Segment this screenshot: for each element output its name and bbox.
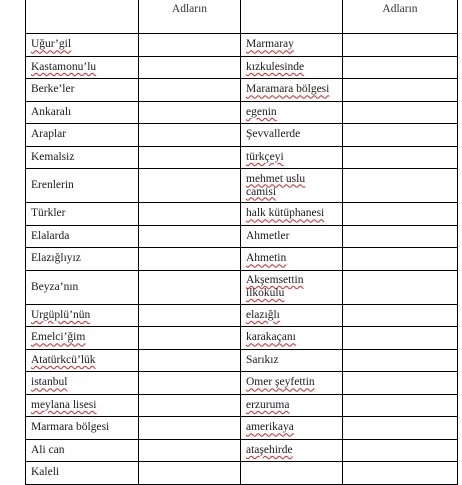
answer-cell[interactable]: [139, 101, 241, 124]
answer-cell[interactable]: [139, 304, 241, 327]
proper-name-cell[interactable]: [241, 349, 343, 372]
proper-name-text: Emelci’ğim: [31, 331, 86, 344]
answer-cell[interactable]: [343, 439, 458, 462]
proper-name-text: Elalarda: [31, 229, 70, 242]
proper-name-cell[interactable]: [26, 439, 139, 462]
proper-name-cell[interactable]: [26, 225, 139, 248]
answer-cell[interactable]: [343, 304, 458, 327]
answer-cell[interactable]: [343, 225, 458, 248]
proper-name-text: Akşemsettin ilkokulu: [246, 274, 304, 299]
answer-cell[interactable]: [139, 394, 241, 417]
proper-name-cell[interactable]: [241, 372, 343, 395]
proper-name-cell[interactable]: [26, 34, 139, 57]
proper-name-text: ataşehirde: [246, 443, 293, 456]
proper-name-text: Kastamonu’lu: [31, 60, 97, 73]
proper-name-text: Ahmetler: [246, 229, 290, 242]
header-given-names-left: [26, 0, 139, 34]
proper-name-cell[interactable]: [241, 462, 343, 485]
table-row: [26, 79, 458, 102]
proper-name-text: Sarıkız: [246, 353, 279, 366]
answer-cell[interactable]: [139, 372, 241, 395]
proper-name-cell[interactable]: [241, 169, 343, 203]
answer-cell[interactable]: [343, 417, 458, 440]
proper-name-cell[interactable]: [241, 417, 343, 440]
answer-cell[interactable]: [139, 56, 241, 79]
proper-name-cell[interactable]: [26, 124, 139, 147]
answer-cell[interactable]: [343, 79, 458, 102]
answer-cell[interactable]: [139, 248, 241, 271]
answer-cell[interactable]: [343, 56, 458, 79]
proper-name-cell[interactable]: [241, 394, 343, 417]
proper-name-cell[interactable]: [26, 327, 139, 350]
proper-name-text: karakaçanı: [246, 331, 296, 344]
answer-cell[interactable]: [343, 394, 458, 417]
proper-name-text: Urgüplü’nün: [31, 308, 91, 321]
proper-name-cell[interactable]: [26, 203, 139, 226]
table-row: [26, 327, 458, 350]
table-row: [26, 462, 458, 485]
proper-name-text: Şevvallerde: [246, 128, 301, 141]
proper-name-text: Elazığlıyız: [31, 252, 81, 265]
proper-name-cell[interactable]: [26, 372, 139, 395]
proper-name-cell[interactable]: [241, 270, 343, 304]
proper-name-text: Atatürkcü’lük: [31, 353, 96, 366]
proper-name-cell[interactable]: [26, 101, 139, 124]
proper-name-text: amerikaya: [246, 421, 294, 434]
proper-name-text: istanbul: [31, 376, 68, 389]
proper-name-cell[interactable]: [241, 146, 343, 169]
proper-name-cell[interactable]: [26, 169, 139, 203]
proper-name-text: Araplar: [31, 128, 67, 141]
answer-cell[interactable]: [343, 34, 458, 57]
proper-name-text: Türkler: [31, 207, 66, 220]
proper-name-text: Uğur’gil: [31, 38, 72, 51]
answer-cell[interactable]: [139, 327, 241, 350]
answer-cell[interactable]: [343, 169, 458, 203]
table-row: [26, 372, 458, 395]
answer-cell[interactable]: [139, 146, 241, 169]
header-names-left: Adların: [139, 0, 241, 34]
table-row: [26, 270, 458, 304]
proper-name-text: egenin: [246, 105, 277, 118]
answer-cell[interactable]: [139, 439, 241, 462]
table-row: [26, 203, 458, 226]
table-row: [26, 169, 458, 203]
proper-name-cell[interactable]: [241, 79, 343, 102]
proper-name-cell[interactable]: [241, 225, 343, 248]
proper-name-text: Ahmetin: [246, 252, 287, 265]
table-row: [26, 101, 458, 124]
answer-cell[interactable]: [343, 270, 458, 304]
proper-name-text: Omer şeyfettin: [246, 376, 315, 389]
answer-cell[interactable]: [343, 327, 458, 350]
proper-name-cell[interactable]: [26, 349, 139, 372]
table-row: [26, 417, 458, 440]
proper-name-text: halk kütüphanesi: [246, 207, 325, 220]
table-row: [26, 394, 458, 417]
answer-cell[interactable]: [139, 270, 241, 304]
header-given-names-right: [241, 0, 343, 34]
answer-cell[interactable]: [139, 417, 241, 440]
answer-cell[interactable]: [139, 462, 241, 485]
table-body: [26, 34, 458, 485]
proper-name-text: Erenlerin: [31, 179, 74, 191]
table-row: [26, 248, 458, 271]
proper-name-text: Ankaralı: [31, 105, 72, 118]
answer-cell[interactable]: [343, 124, 458, 147]
proper-name-cell[interactable]: [241, 304, 343, 327]
table-row: [26, 146, 458, 169]
answer-cell[interactable]: [139, 79, 241, 102]
proper-name-cell[interactable]: [241, 124, 343, 147]
proper-name-cell[interactable]: [26, 79, 139, 102]
proper-names-table: [25, 0, 458, 485]
answer-cell[interactable]: [139, 349, 241, 372]
proper-name-text: mehmet uslu camisi: [246, 172, 306, 198]
answer-cell[interactable]: [343, 349, 458, 372]
table-row: [26, 34, 458, 57]
proper-name-cell[interactable]: [26, 462, 139, 485]
proper-name-cell[interactable]: [26, 394, 139, 417]
answer-cell[interactable]: [343, 372, 458, 395]
table-row: [26, 225, 458, 248]
proper-name-text: Marmaray: [246, 38, 294, 51]
table-row: [26, 349, 458, 372]
proper-name-cell[interactable]: [26, 417, 139, 440]
proper-name-cell[interactable]: [241, 327, 343, 350]
proper-name-text: elazığlı: [246, 308, 280, 321]
proper-name-cell[interactable]: [241, 439, 343, 462]
proper-name-cell[interactable]: [26, 270, 139, 304]
table-row: [26, 304, 458, 327]
answer-cell[interactable]: [139, 34, 241, 57]
table-row: [26, 439, 458, 462]
answer-cell[interactable]: [343, 146, 458, 169]
proper-name-text: meylana lisesi: [31, 398, 97, 411]
proper-name-cell[interactable]: [26, 146, 139, 169]
proper-name-cell[interactable]: [241, 203, 343, 226]
answer-cell[interactable]: [139, 124, 241, 147]
proper-name-text: türkçeyi: [246, 150, 284, 163]
proper-name-text: kızkulesinde: [246, 60, 305, 73]
proper-name-cell[interactable]: [241, 248, 343, 271]
table-row: [26, 56, 458, 79]
proper-name-cell[interactable]: [241, 56, 343, 79]
answer-cell[interactable]: [343, 462, 458, 485]
proper-name-text: Kaleli: [31, 466, 60, 479]
answer-cell[interactable]: [139, 203, 241, 226]
proper-name-text: Kemalsiz: [31, 150, 75, 163]
proper-name-text: Ali can: [31, 443, 65, 456]
proper-name-cell[interactable]: [26, 248, 139, 271]
proper-name-cell[interactable]: [26, 56, 139, 79]
proper-name-text: Marmara bölgesi: [31, 421, 110, 434]
proper-name-text: Beyza’nın: [31, 280, 79, 293]
answer-cell[interactable]: [343, 248, 458, 271]
proper-name-text: Maramara bölgesi: [246, 83, 330, 96]
proper-name-cell[interactable]: [26, 304, 139, 327]
header-names-right: Adların: [343, 0, 458, 34]
proper-name-text: Berke’ler: [31, 83, 75, 96]
answer-cell[interactable]: [139, 169, 241, 203]
proper-name-cell[interactable]: [241, 34, 343, 57]
answer-cell[interactable]: [139, 225, 241, 248]
answer-cell[interactable]: [343, 203, 458, 226]
answer-cell[interactable]: [343, 101, 458, 124]
header-row: [26, 0, 458, 34]
proper-name-cell[interactable]: [241, 101, 343, 124]
proper-name-text: erzuruma: [246, 398, 290, 411]
table-row: [26, 124, 458, 147]
